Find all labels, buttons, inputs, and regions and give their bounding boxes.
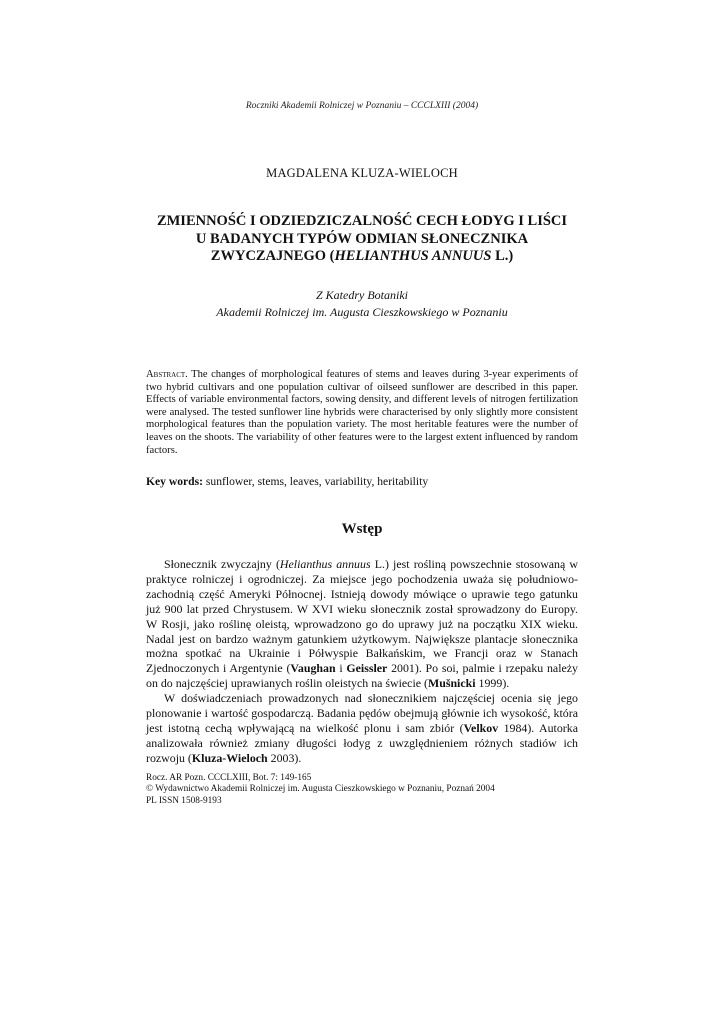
title-species-name: HELIANTHUS ANNUUS: [334, 248, 492, 264]
p1-citation-3: Mušnicki: [427, 676, 476, 691]
footer-issn: PL ISSN 1508-9193: [146, 795, 222, 806]
p1-citation-2: Geissler: [346, 661, 388, 676]
keywords: [146, 475, 578, 488]
running-head: Roczniki Akademii Rolniczej w Poznaniu – CCCLXIII (2004): [245, 101, 479, 111]
p1-text-5: 1999).: [475, 676, 510, 691]
title-line-2: U BADANYCH TYPÓW ODMIAN SŁONECZNIKA: [195, 230, 529, 247]
title-line-3-pre: ZWYCZAJNEGO (: [210, 248, 335, 264]
body-text: [146, 557, 578, 766]
title-line-1: ZMIENNOŚĆ I ODZIEDZICZALNOŚĆ CECH ŁODYG I LIŚCI: [156, 213, 568, 229]
paragraph-2: [146, 691, 578, 766]
keywords-label: Key words:: [146, 475, 203, 488]
section-heading: Wstęp: [341, 521, 383, 537]
affiliation: [0, 287, 724, 321]
footer: [146, 773, 578, 807]
p1-citation-1: Vaughan: [290, 661, 336, 676]
abstract-label: Abstract.: [146, 369, 188, 380]
p2-text-2: 1984). Autorka analizowała również zmiany długości łodyg z uwzględnieniem różnych stadiów ich rozwoju (: [146, 720, 578, 765]
p2-text-1: W doświadczeniach prowadzonych nad słonecznikiem najczęściej ocenia się jego plonowanie i wartość gospodarczą. Badania pędów obejmują głównie ich wysokość, która jest istotną cechą wpływającą na wielkość plonu i sam zbiór (: [146, 691, 578, 735]
abstract-text: The changes of morphological features of stems and leaves during 3-year experiments of two hybrid cultivars and one population cultivar of oilseed sunflower are described in this paper. Effects of variable environmental factors, sowing density, and different levels of nitrogen fertilization were analysed. The tested sunflower line hybrids were characterised by only slightly more consistent morphological features than the population variety. The most heritable features were the number of leaves on the shoots. The variability of other features were to the largest extent influenced by random factors.: [146, 369, 578, 456]
p2-citation-1: Velkov: [463, 720, 499, 735]
title-line-3: [120, 248, 604, 266]
p2-text-3: 2003).: [267, 750, 302, 765]
keywords-text: sunflower, stems, leaves, variability, heritability: [203, 475, 429, 488]
affiliation-line-1: Z Katedry Botaniki: [316, 288, 408, 302]
paragraph-1: [146, 557, 578, 691]
p1-text-2: L.) jest rośliną powszechnie stosowaną w praktyce rolniczej i ogrodniczej. Za miejsce jego pochodzenia uważa się południowo-zachodnią część Ameryki Północnej. Istnieją dowody mówiące o uprawie tego gatunku już 900 lat przed Chrystusem. W XVI wieku słonecznik został sprowadzony do Europy. W Rosji, jako roślinę oleistą, wprowadzono go do uprawy już na początku XIX wieku. Nadal jest on bardzo ważnym gatunkiem użytkowym. Największe plantacje słonecznika można spotkać na Ukrainie i Półwyspie Bałkańskim, we Francji oraz w Stanach Zjednoczonych i Argentynie (: [146, 557, 579, 676]
paper-title: [120, 213, 604, 266]
p1-text-3: i: [335, 661, 347, 676]
p2-citation-2: Kluza-Wieloch: [191, 750, 268, 765]
title-line-3-post: L.): [491, 248, 514, 264]
p1-text-1: Słonecznik zwyczajny (: [164, 557, 280, 571]
p1-species: Helianthus annuus: [279, 557, 371, 571]
affiliation-line-2: Akademii Rolniczej im. Augusta Cieszkowskiego w Poznaniu: [216, 305, 508, 319]
footer-copyright: © Wydawnictwo Akademii Rolniczej im. Augusta Cieszkowskiego w Poznaniu, Poznań 2004: [146, 784, 495, 795]
p1-text-4: 2001). Po soi, palmie i rzepaku należy on do najczęściej uprawianych roślin oleistych na świecie (: [146, 661, 578, 691]
footer-citation: Rocz. AR Pozn. CCCLXIII, Bot. 7: 149-165: [146, 773, 312, 783]
abstract: [146, 369, 578, 457]
author-name: MAGDALENA KLUZA-WIELOCH: [266, 166, 458, 180]
